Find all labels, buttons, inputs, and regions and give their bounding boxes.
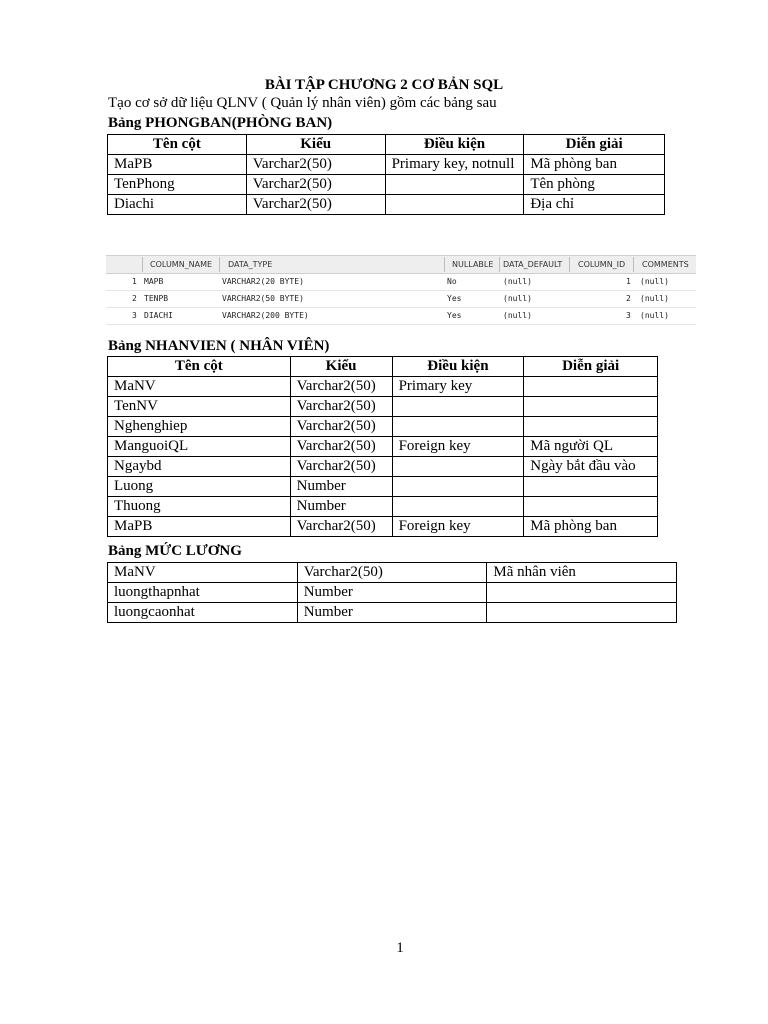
table-row: [108, 457, 658, 477]
table-cell: [524, 497, 658, 517]
table-cell: Thuong: [108, 497, 291, 517]
table-cell: luongthapnhat: [108, 583, 298, 603]
data-default: (null): [503, 294, 532, 303]
header-cell: Kiểu: [290, 357, 392, 377]
grid-header-cell: COMMENTS: [642, 260, 689, 269]
table-cell: Primary key, notnull: [385, 155, 524, 175]
table-row: [108, 603, 677, 623]
table-row: [108, 377, 658, 397]
table-row: [108, 155, 665, 175]
table-cell: Varchar2(50): [290, 457, 392, 477]
table-cell: [392, 417, 524, 437]
table-cell: MaNV: [108, 563, 298, 583]
table-row: [108, 583, 677, 603]
grid-header: [106, 255, 696, 274]
table-cell: TenNV: [108, 397, 291, 417]
data-type: VARCHAR2(200 BYTE): [222, 311, 309, 320]
intro-text: Tạo cơ sở dữ liệu QLNV ( Quản lý nhân viên) gồm các bảng sau: [108, 95, 497, 111]
comments: (null): [640, 277, 669, 286]
document-title: BÀI TẬP CHƯƠNG 2 CƠ BẢN SQL: [264, 77, 504, 93]
header-cell: Điều kiện: [385, 135, 524, 155]
table-cell: Varchar2(50): [290, 517, 392, 537]
table-cell: Luong: [108, 477, 291, 497]
table-cell: Foreign key: [392, 517, 524, 537]
table-cell: Foreign key: [392, 437, 524, 457]
nullable: Yes: [447, 311, 462, 320]
table-cell: [392, 457, 524, 477]
grid-header-cell: NULLABLE: [452, 260, 494, 269]
table-cell: [385, 175, 524, 195]
header-cell: Kiểu: [246, 135, 385, 155]
phongban-table: [107, 134, 665, 215]
table-cell: Mã phòng ban: [524, 517, 658, 537]
table-cell: Diachi: [108, 195, 247, 215]
table-cell: [487, 603, 677, 623]
header-cell: Diễn giải: [524, 135, 665, 155]
table-cell: Number: [297, 583, 487, 603]
table-cell: Địa chỉ: [524, 195, 665, 215]
table-row: [108, 563, 677, 583]
row-number: 2: [132, 294, 137, 303]
mucluong-heading: Bảng MỨC LƯƠNG: [108, 543, 242, 559]
grid-row: [106, 290, 696, 308]
data-default: (null): [503, 277, 532, 286]
table-cell: Mã người QL: [524, 437, 658, 457]
table-cell: [524, 477, 658, 497]
data-default: (null): [503, 311, 532, 320]
header-cell: Điều kiện: [392, 357, 524, 377]
grid-header-cell: DATA_DEFAULT: [503, 260, 563, 269]
table-cell: MaNV: [108, 377, 291, 397]
table-cell: Number: [290, 477, 392, 497]
table-cell: MaPB: [108, 155, 247, 175]
sql-columns-grid: [106, 255, 696, 325]
row-number: 1: [132, 277, 137, 286]
table-row: [108, 497, 658, 517]
table-cell: [385, 195, 524, 215]
table-row: [108, 417, 658, 437]
table-cell: [392, 477, 524, 497]
data-type: VARCHAR2(20 BYTE): [222, 277, 304, 286]
table-cell: Varchar2(50): [246, 195, 385, 215]
header-cell: Diễn giải: [524, 357, 658, 377]
comments: (null): [640, 294, 669, 303]
comments: (null): [640, 311, 669, 320]
table-cell: Ngaybd: [108, 457, 291, 477]
row-number: 3: [132, 311, 137, 320]
table-cell: Varchar2(50): [290, 377, 392, 397]
table-cell: Varchar2(50): [246, 175, 385, 195]
table-cell: Ngày bắt đầu vào: [524, 457, 658, 477]
column-name: DIACHI: [144, 311, 173, 320]
column-id: 2: [626, 294, 631, 303]
table-row: [108, 477, 658, 497]
table-header-row: [108, 135, 665, 155]
table-cell: MaPB: [108, 517, 291, 537]
table-row: [108, 437, 658, 457]
grid-row: [106, 307, 696, 325]
table-row: [108, 517, 658, 537]
table-cell: [392, 497, 524, 517]
table-cell: Tên phòng: [524, 175, 665, 195]
table-cell: Mã nhân viên: [487, 563, 677, 583]
table-row: [108, 397, 658, 417]
header-cell: Tên cột: [108, 135, 247, 155]
grid-header-cell: COLUMN_NAME: [150, 260, 213, 269]
grid-header-cell: COLUMN_ID: [578, 260, 626, 269]
table-cell: Number: [297, 603, 487, 623]
table-cell: Primary key: [392, 377, 524, 397]
nullable: No: [447, 277, 457, 286]
table-cell: [524, 417, 658, 437]
table-cell: [524, 397, 658, 417]
table-row: [108, 175, 665, 195]
table-row: [108, 195, 665, 215]
table-cell: [524, 377, 658, 397]
table-cell: Varchar2(50): [290, 417, 392, 437]
column-id: 3: [626, 311, 631, 320]
table-cell: Mã phòng ban: [524, 155, 665, 175]
nullable: Yes: [447, 294, 462, 303]
table-cell: Varchar2(50): [290, 397, 392, 417]
header-cell: Tên cột: [108, 357, 291, 377]
table-header-row: [108, 357, 658, 377]
column-name: TENPB: [144, 294, 169, 303]
column-name: MAPB: [144, 277, 164, 286]
grid-row: [106, 273, 696, 291]
phongban-heading: Bảng PHONGBAN(PHÒNG BAN): [108, 115, 333, 131]
page-number: 1: [396, 940, 404, 956]
column-id: 1: [626, 277, 631, 286]
table-cell: Varchar2(50): [290, 437, 392, 457]
nhanvien-table: [107, 356, 658, 537]
table-cell: Nghenghiep: [108, 417, 291, 437]
table-cell: luongcaonhat: [108, 603, 298, 623]
table-cell: TenPhong: [108, 175, 247, 195]
table-cell: [392, 397, 524, 417]
table-cell: ManguoiQL: [108, 437, 291, 457]
table-cell: Number: [290, 497, 392, 517]
nhanvien-heading: Bảng NHANVIEN ( NHÂN VIÊN): [108, 338, 330, 354]
mucluong-table: [107, 562, 677, 623]
table-cell: Varchar2(50): [297, 563, 487, 583]
table-cell: [487, 583, 677, 603]
data-type: VARCHAR2(50 BYTE): [222, 294, 304, 303]
grid-header-cell: DATA_TYPE: [228, 260, 273, 269]
table-cell: Varchar2(50): [246, 155, 385, 175]
